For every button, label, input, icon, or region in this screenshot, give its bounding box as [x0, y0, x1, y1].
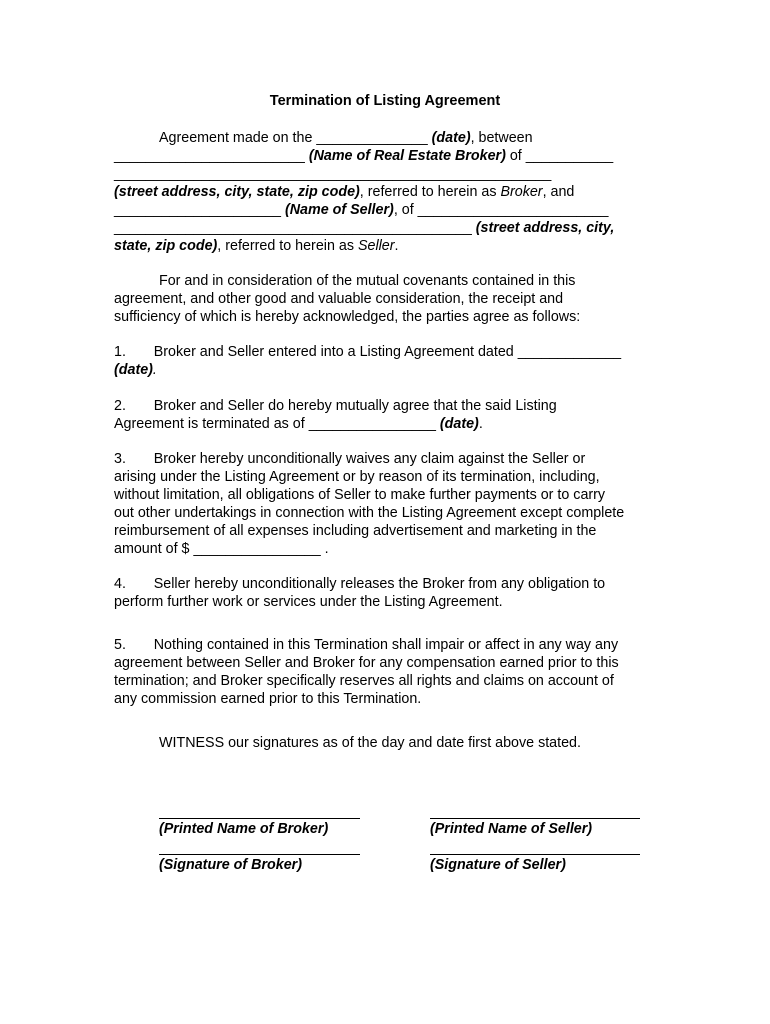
clause-3-line: arising under the Listing Agreement or by reason of its termination, including,: [114, 469, 600, 485]
clause-3-line: out other undertakings in connection with the Listing Agreement except complete: [114, 505, 625, 521]
consideration-line: For and in consideration of the mutual covenants contained in this: [159, 273, 576, 289]
clause-3-line: amount of $ ________________ .: [114, 541, 329, 557]
printed-seller-label: (Printed Name of Seller): [430, 821, 593, 837]
clause-5-line: any commission earned prior to this Termination.: [114, 691, 422, 707]
clause-1-line: [114, 361, 157, 379]
date-placeholder: (date): [114, 362, 153, 378]
date-placeholder: (date): [439, 416, 479, 432]
intro-line-6: [114, 219, 614, 237]
witness-statement: WITNESS our signatures as of the day and date first above stated.: [159, 735, 581, 751]
broker-term: Broker: [500, 184, 543, 200]
clause-text: Agreement is terminated as of ________________: [114, 416, 440, 432]
seller-name-placeholder: (Name of Seller): [284, 202, 394, 218]
intro-line-4: [114, 183, 574, 201]
clause-3-line: without limitation, all obligations of Seller to make further payments or to carry: [114, 487, 606, 503]
address-placeholder: state, zip code): [114, 238, 218, 254]
intro-line-2: [114, 147, 613, 165]
document-title: Termination of Listing Agreement: [269, 93, 501, 109]
intro-text: , referred to herein as: [359, 184, 501, 200]
clause-4-line: perform further work or services under the Listing Agreement.: [114, 594, 503, 610]
clause-2-line: 2. Broker and Seller do hereby mutually agree that the said Listing: [114, 398, 557, 414]
seller-term: Seller: [357, 238, 395, 254]
date-placeholder: (date): [431, 130, 471, 146]
intro-line-7: [114, 237, 399, 255]
blank-line: ________________________: [114, 148, 309, 164]
clause-5-line: termination; and Broker specifically reserves all rights and claims on account of: [114, 673, 614, 689]
address-placeholder: (street address, city, state, zip code): [114, 184, 360, 200]
clause-1-line: 1. Broker and Seller entered into a Listing Agreement dated _____________: [114, 344, 622, 360]
intro-text: .: [394, 238, 399, 254]
intro-line-1: [159, 129, 533, 147]
clause-5-line: 5. Nothing contained in this Termination shall impair or affect in any way any: [114, 637, 619, 653]
signature-seller-label: (Signature of Seller): [430, 857, 566, 873]
intro-text: of ___________: [505, 148, 614, 164]
consideration-line: agreement, and other good and valuable consideration, the receipt and: [114, 291, 564, 307]
printed-broker-label: (Printed Name of Broker): [159, 821, 329, 837]
clause-3-line: reimbursement of all expenses including advertisement and marketing in the: [114, 523, 597, 539]
intro-text: , of ________________________: [393, 202, 609, 218]
intro-text: , referred to herein as: [217, 238, 358, 254]
clause-5-line: agreement between Seller and Broker for any compensation earned prior to this: [114, 655, 619, 671]
blank-line: _____________________________________________: [114, 220, 476, 236]
intro-text: , between: [470, 130, 533, 146]
intro-text: , and: [542, 184, 575, 200]
address-placeholder: (street address, city,: [475, 220, 615, 236]
period: .: [478, 416, 483, 432]
printed-broker-line: [159, 818, 360, 819]
signature-broker-line: [159, 854, 360, 855]
blank-line: _____________________: [114, 202, 285, 218]
signature-broker-label: (Signature of Broker): [159, 857, 302, 873]
consideration-line: sufficiency of which is hereby acknowledged, the parties agree as follows:: [114, 309, 581, 325]
intro-line-3: _______________________________________________________: [114, 166, 552, 182]
signature-seller-line: [430, 854, 640, 855]
printed-seller-line: [430, 818, 640, 819]
intro-text: Agreement made on the ______________: [159, 130, 432, 146]
broker-name-placeholder: (Name of Real Estate Broker): [308, 148, 506, 164]
clause-4-line: 4. Seller hereby unconditionally releases the Broker from any obligation to: [114, 576, 606, 592]
intro-line-5: [114, 201, 608, 219]
period: .: [152, 362, 157, 378]
clause-2-line: [114, 415, 483, 433]
clause-3-line: 3. Broker hereby unconditionally waives any claim against the Seller or: [114, 451, 586, 467]
